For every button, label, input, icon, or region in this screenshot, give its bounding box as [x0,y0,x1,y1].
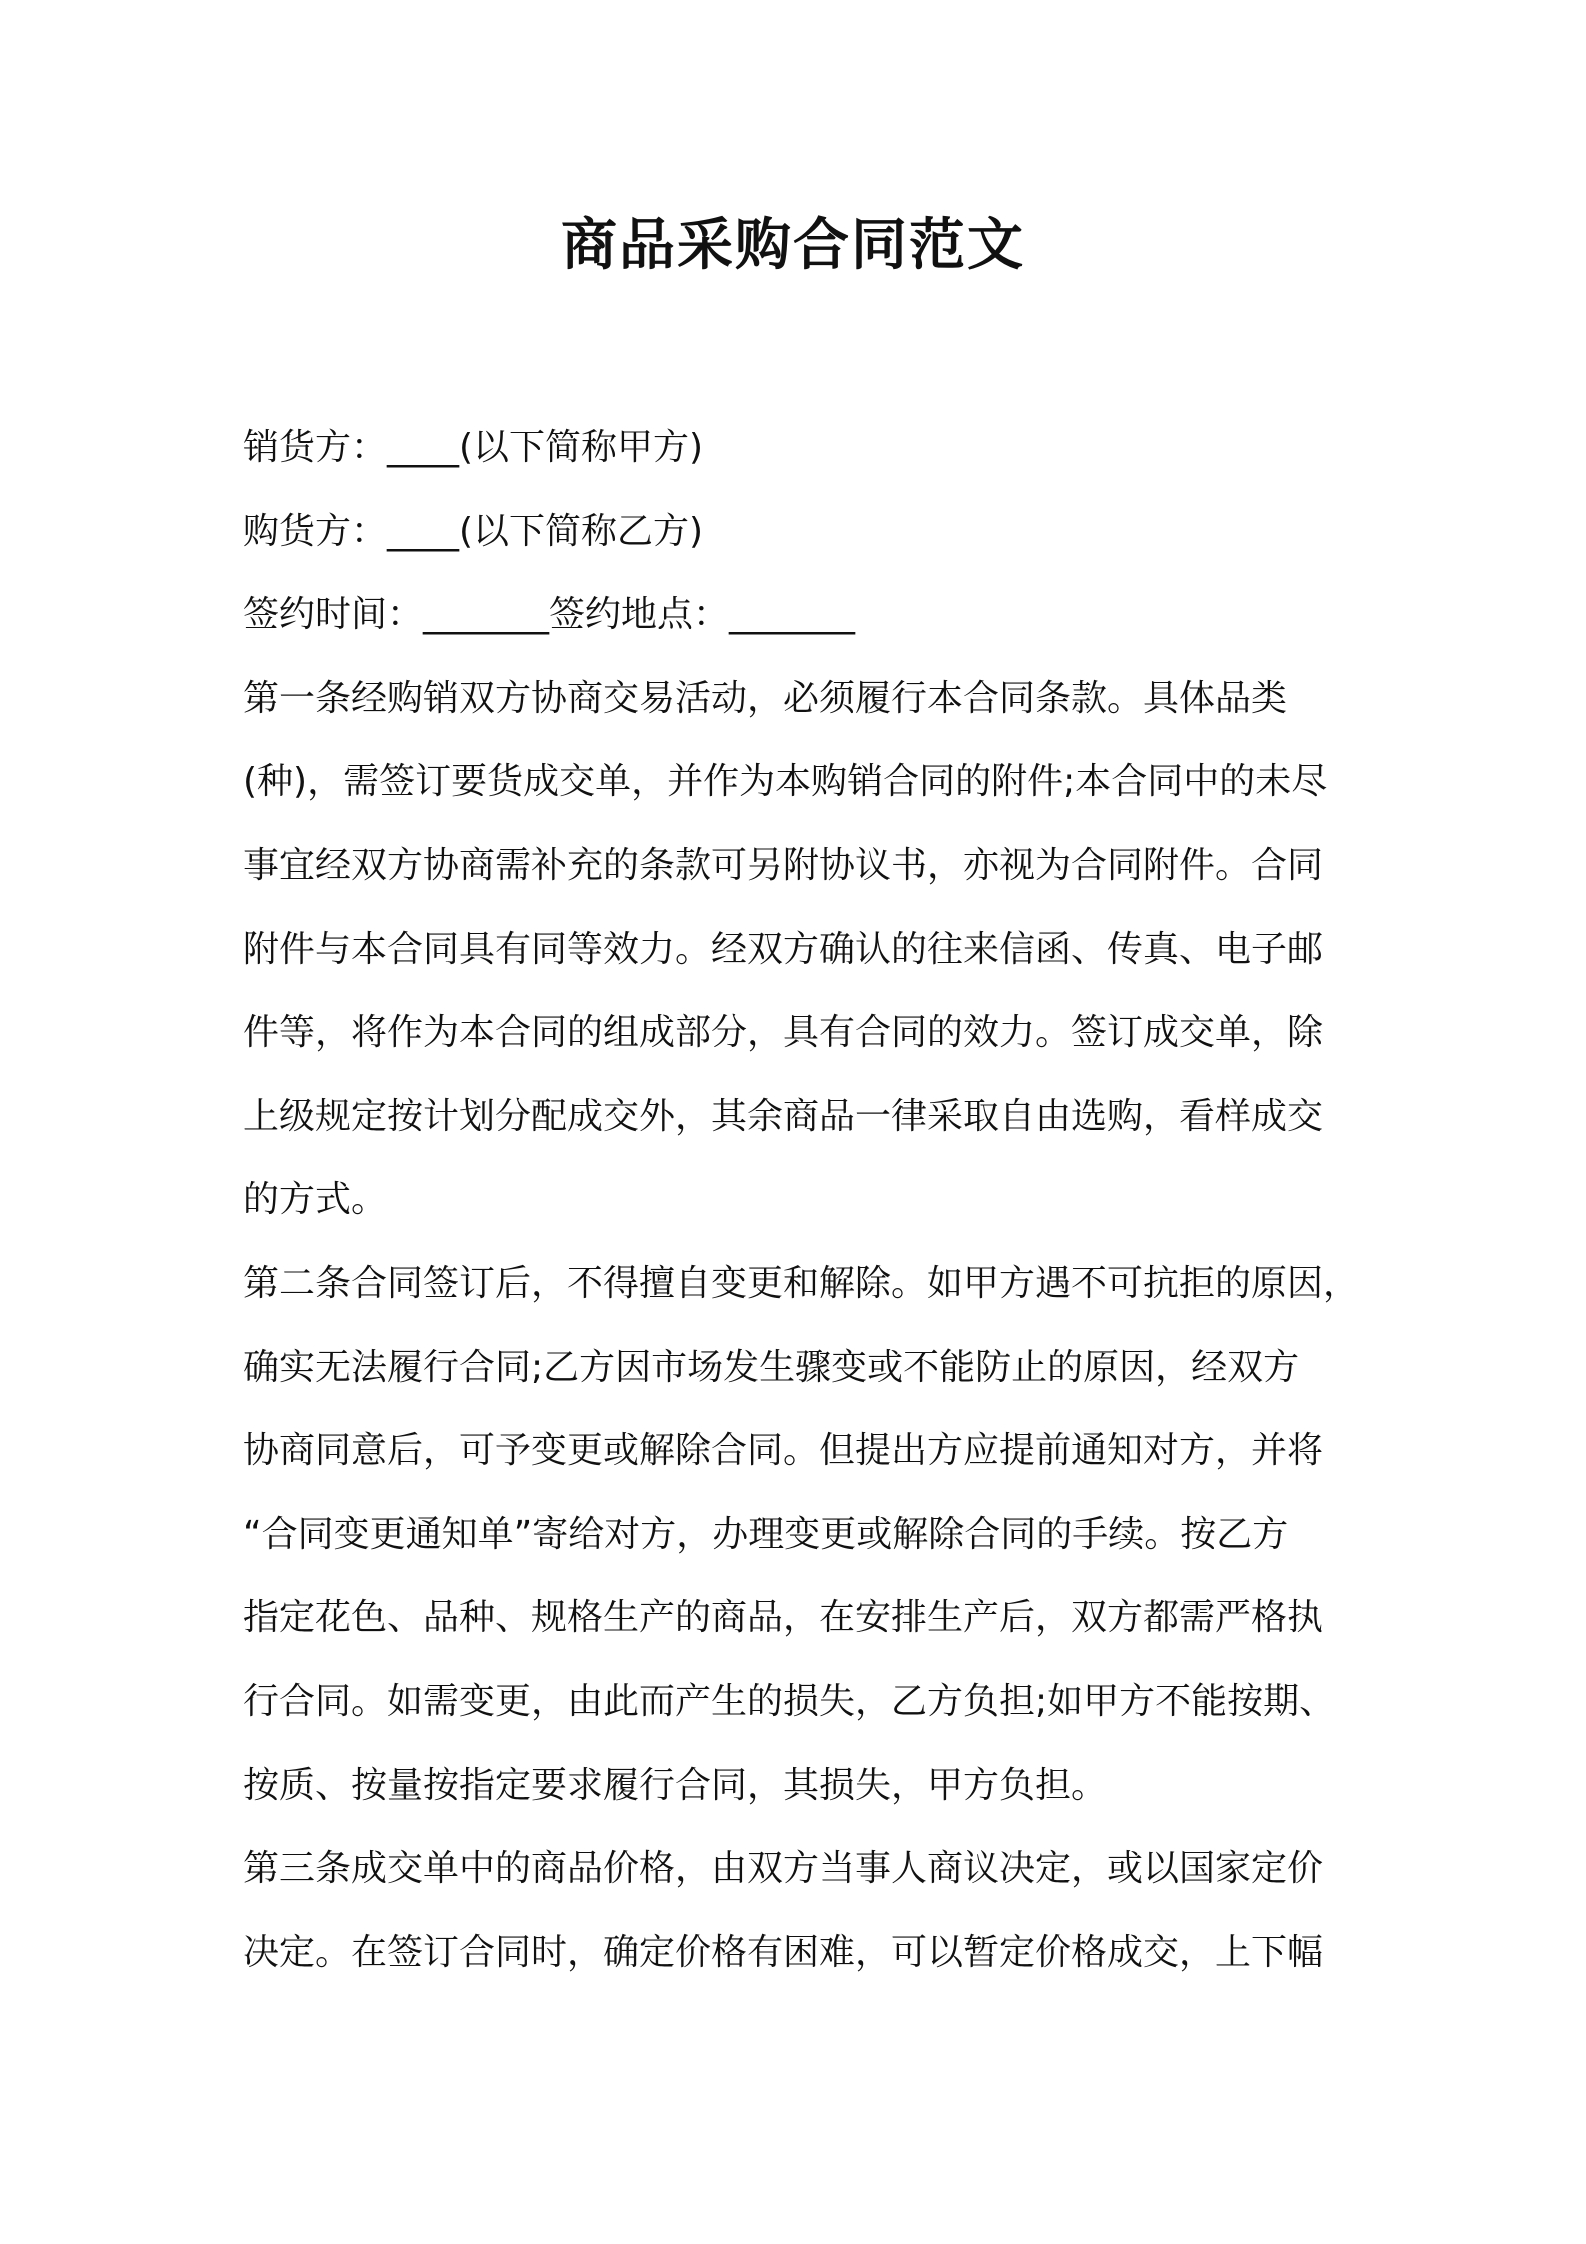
article-1-line: 事宜经双方协商需补充的条款可另附协议书，亦视为合同附件。合同 [243,844,1324,886]
article-2-line: 行合同。如需变更，由此而产生的损失，乙方负担;如甲方不能按期、 [243,1680,1336,1722]
article-3-line: 决定。在签订合同时，确定价格有困难，可以暂定价格成交，上下幅 [243,1931,1324,1973]
article-2-line: 指定花色、品种、规格生产的商品，在安排生产后，双方都需严格执 [243,1597,1324,1639]
signing-info-line: 签约时间：_______签约地点：_______ [243,594,856,636]
party-seller-line: 销货方：____(以下简称甲方) [243,427,704,468]
article-1-line: 件等，将作为本合同的组成部分，具有合同的效力。签订成交单，除 [243,1012,1324,1054]
article-2-line: “合同变更通知单”寄给对方，办理变更或解除合同的手续。按乙方 [243,1513,1289,1555]
article-2-line: 确实无法履行合同;乙方因市场发生骤变或不能防止的原因，经双方 [243,1346,1300,1388]
party-buyer-line: 购货方：____(以下简称乙方) [243,510,704,552]
article-2-line: 协商同意后，可予变更或解除合同。但提出方应提前通知对方，并将 [243,1430,1324,1472]
document-title: 商品采购合同范文 [561,213,1025,278]
article-1-line: 的方式。 [243,1179,388,1221]
article-1-line: 第一条经购销双方协商交易活动，必须履行本合同条款。具体品类 [243,677,1288,719]
article-2-line: 按质、按量按指定要求履行合同，其损失，甲方负担。 [243,1764,1108,1806]
article-1-line: 附件与本合同具有同等效力。经双方确认的往来信函、传真、电子邮 [243,928,1324,970]
article-2-line: 第二条合同签订后，不得擅自变更和解除。如甲方遇不可抗拒的原因， [243,1262,1360,1304]
article-1-line: (种)，需签订要货成交单，并作为本购销合同的附件;本合同中的未尽 [243,761,1328,803]
document-body [243,406,1360,1994]
article-3-line: 第三条成交单中的商品价格，由双方当事人商议决定，或以国家定价 [243,1848,1324,1890]
article-1-line: 上级规定按计划分配成交外，其余商品一律采取自由选购，看样成交 [243,1095,1324,1137]
